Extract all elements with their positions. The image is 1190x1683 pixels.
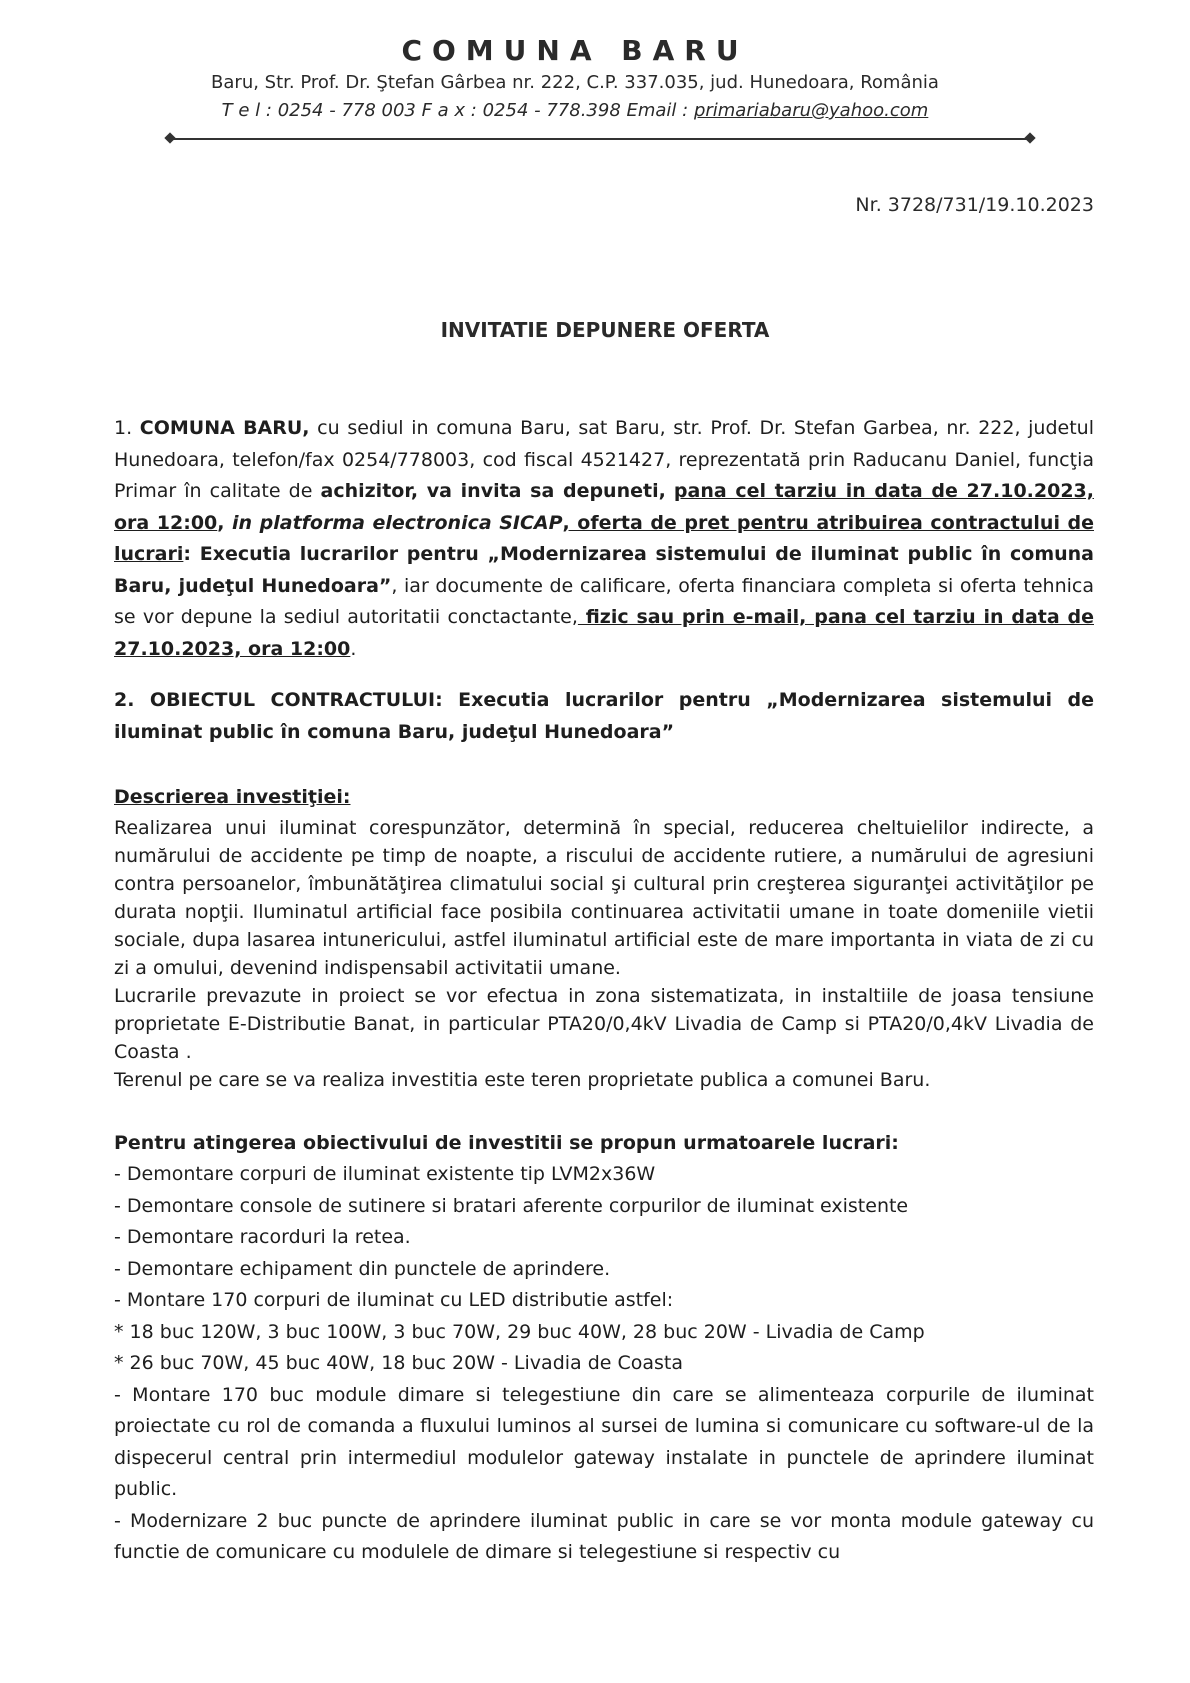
document-title: INVITATIE DEPUNERE OFERTA [440, 318, 770, 342]
works-item-9: - Modernizare 2 buc puncte de aprindere iluminat public in care se vor monta module gateway cu functie de comunicare cu modulele de dimare si telegestiune si respectiv cu [114, 1509, 1094, 1563]
works-heading: Pentru atingerea obiectivului de investitii se propun urmatoarele lucrari: [114, 1131, 899, 1154]
section-1-platform: in platforma electronica SICAP [232, 511, 563, 534]
works-item-7: * 26 buc 70W, 45 buc 40W, 18 buc 20W - Livadia de Coasta [114, 1352, 684, 1374]
section-1-achizitor: achizitor, va invita sa depuneti, [320, 480, 666, 502]
works-item-4: - Demontare echipament din punctele de aprindere. [114, 1257, 611, 1280]
section-1-paragraph: 1. COMUNA BARU, cu sediul in comuna Baru, sat Baru, str. Prof. Dr. Stefan Garbea, nr. 222, judetul Hunedoara, telefon/fax 0254/778003, cod fiscal 4521427, reprezentată prin Raducanu Daniel, funcţia Primar în calitate de achizitor, va invita sa depuneti, pana cel tarziu in data de 27.10.2023, ora 12:00, in platforma electronica SICAP, oferta de pret pentru atribuirea contractului de lucrari: Executia lucrarilor pentru „Modernizarea sistemului de iluminat public în comuna Baru, judeţul Hunedoara”, iar documente de calificare, oferta financiara completa si oferta tehnica se vor depune la sediul autoritatii conctactante, fizic sau prin e-mail, pana cel tarziu in data de 27.10.2023, ora 12:00. [114, 417, 1094, 660]
divider-diamond-left-icon [164, 132, 175, 143]
letterhead-divider [170, 138, 1030, 140]
works-item-1: - Demontare corpuri de iluminat existente tip LVM2x36W [114, 1163, 656, 1185]
section-1-offer: , oferta de pret pentru atribuirea contractului de lucrari [114, 511, 1094, 565]
section-1-number: 1. [114, 417, 140, 439]
letterhead-email: primariabaru@yahoo.com [693, 100, 929, 121]
section-2-heading: 2. OBIECTUL CONTRACTULUI: Executia lucrarilor pentru „Modernizarea sistemului de iluminat public în comuna Baru, judeţul Hunedoara” [114, 689, 1094, 743]
works-item-8: - Montare 170 buc module dimare si telegestiune din care se alimenteaza corpurile de iluminat proiectate cu rol de comanda a fluxului luminos al sursei de lumina si comunicare cu software-ul de la dispecerul central prin intermediul modulelor gateway instalate in punctele de aprindere iluminat public. [114, 1383, 1094, 1500]
section-1-object: : Executia lucrarilor pentru „Modernizarea sistemului de iluminat public în comuna Baru, judeţul Hunedoara” [114, 543, 1094, 597]
document-body [114, 413, 1094, 1569]
section-1-text-b: , iar documente de calificare, oferta financiara completa si oferta tehnica se vor depune la sediul autoritatii conctactante, [114, 574, 1094, 628]
section-1-submission: fizic sau prin e-mail, pana cel tarziu in data de 27.10.2023, ora 12:00 [114, 606, 1094, 660]
investment-paragraph-1: Realizarea unui iluminat corespunzător, determină în special, reducerea cheltuielilor indirecte, a numărului de accidente pe timp de noapte, a riscului de accidente rutiere, a numărului de agresiuni contra persoanelor, îmbunătăţirea climatului social şi cultural prin creşterea siguranţei activităţilor pe durata nopţii. Iluminatul artificial face posibila continuarea activitatii umane in toate domeniile vietii sociale, dupa lasarea intunericului, astfel iluminatul artificial este de mare importanta in viata de zi cu zi a omului, devenind indispensabil activitatii umane. [114, 816, 1094, 979]
letterhead-address: Baru, Str. Prof. Dr. Ştefan Gârbea nr. 222, C.P. 337.035, jud. Hunedoara, România [211, 72, 939, 93]
works-item-6: * 18 buc 120W, 3 buc 100W, 3 buc 70W, 29 buc 40W, 28 buc 20W - Livadia de Camp [114, 1320, 925, 1343]
letterhead-title: COMUNA BARU [401, 34, 749, 67]
investment-paragraph-2: Lucrarile prevazute in proiect se vor efectua in zona sistematizata, in instaltiile de joasa tensiune proprietate E-Distributie Banat, in particular PTA20/0,4kV Livadia de Camp si PTA20/0,4kV Livadia de Coasta . [114, 984, 1094, 1063]
works-item-5: - Montare 170 corpuri de iluminat cu LED distributie astfel: [114, 1289, 674, 1311]
works-item-2: - Demontare console de sutinere si bratari aferente corpurilor de iluminat existente [114, 1194, 909, 1217]
document-number: Nr. 3728/731/19.10.2023 [855, 194, 1094, 216]
letterhead-phone-fax: T e l : 0254 - 778 003 F a x : 0254 - 778.398 Email : [221, 100, 694, 121]
section-1-deadline: pana cel tarziu in data de 27.10.2023, ora 12:00 [114, 480, 1094, 534]
works-item-3: - Demontare racorduri la retea. [114, 1226, 411, 1248]
letterhead-contact [0, 100, 1150, 121]
section-1-text-a: cu sediul in comuna Baru, sat Baru, str. Prof. Dr. Stefan Garbea, nr. 222, judetul Hunedoara, telefon/fax 0254/778003, cod fiscal 4521427, reprezentată prin Raducanu Daniel, funcţia Primar în calitate de [114, 417, 1094, 502]
section-1-entity: COMUNA BARU, [139, 417, 310, 439]
investment-heading: Descrierea investiţiei: [114, 786, 351, 808]
divider-diamond-right-icon [1024, 132, 1035, 143]
investment-paragraph-3: Terenul pe care se va realiza investitia este teren proprietate publica a comunei Baru. [114, 1068, 931, 1091]
